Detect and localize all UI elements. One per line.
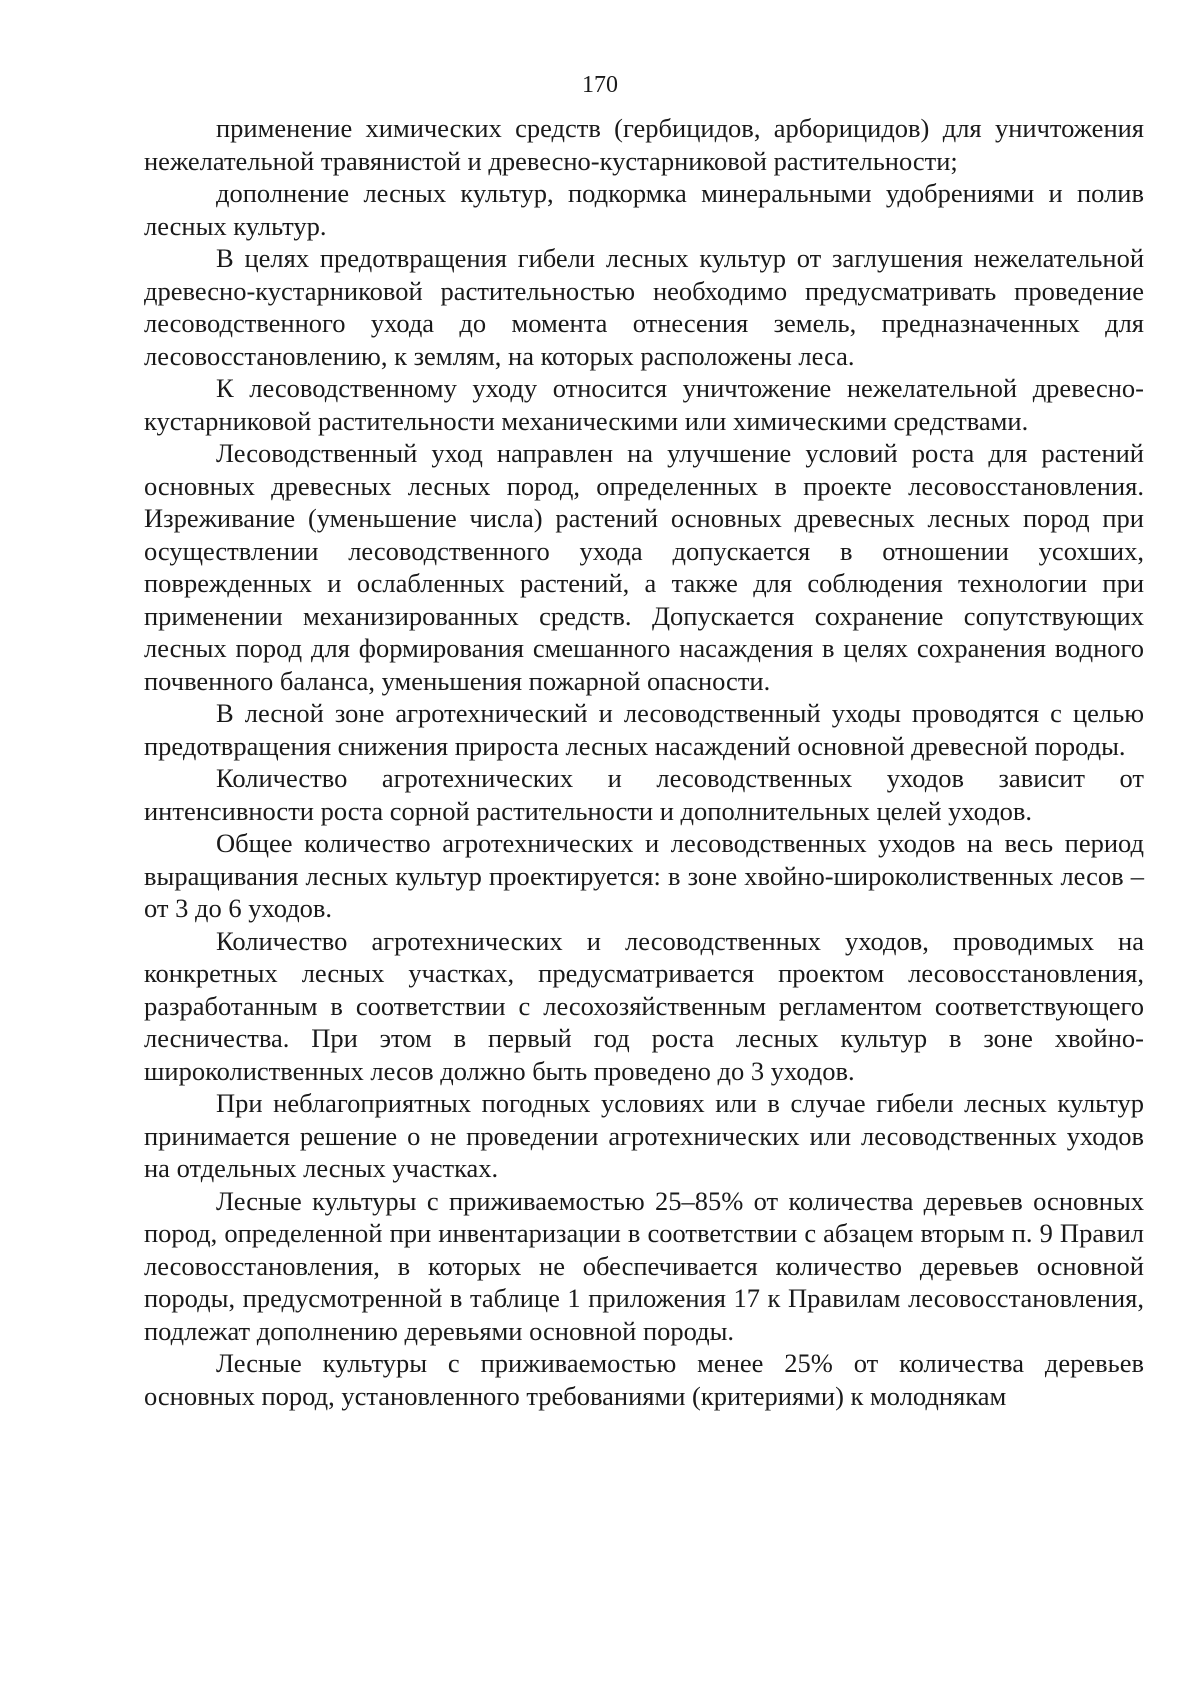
paragraph: Лесные культуры с приживаемостью менее 25% от количества деревьев основных пород, установленного требованиями (критериями) к молоднякам <box>144 1348 1144 1411</box>
paragraph: применение химических средств (гербицидов, арборицидов) для уничтожения нежелательной травянистой и древесно-кустарниковой растительности; <box>144 113 1144 176</box>
page-number: 170 <box>582 72 618 98</box>
paragraph: В целях предотвращения гибели лесных культур от заглушения нежелательной древесно-кустарниковой растительностью необходимо предусматривать проведение лесоводственного ухода до момента отнесения земель, предназначенных для лесовосстановлению, к землям, на которых расположены леса. <box>144 243 1144 371</box>
paragraph: Общее количество агротехнических и лесоводственных уходов на весь период выращивания лесных культур проектируется: в зоне хвойно-широколиственных лесов – от 3 до 6 уходов. <box>144 828 1144 923</box>
paragraph: Количество агротехнических и лесоводственных уходов зависит от интенсивности роста сорной растительности и дополнительных целей уходов. <box>144 763 1144 826</box>
paragraph: К лесоводственному уходу относится уничтожение нежелательной древесно-кустарниковой растительности механическими или химическими средствами. <box>144 373 1144 436</box>
paragraph: Количество агротехнических и лесоводственных уходов, проводимых на конкретных лесных участках, предусматривается проектом лесовосстановления, разработанным в соответствии с лесохозяйственным регламентом соответствующего лесничества. При этом в первый год роста лесных культур в зоне хвойно-широколиственных лесов должно быть проведено до 3 уходов. <box>144 925 1144 1086</box>
body-text <box>144 112 1144 1412</box>
paragraph: дополнение лесных культур, подкормка минеральными удобрениями и полив лесных культур. <box>144 178 1144 241</box>
paragraph: Лесные культуры с приживаемостью 25–85% от количества деревьев основных пород, определенной при инвентаризации в соответствии с абзацем вторым п. 9 Правил лесовосстановления, в которых не обеспечивается количество деревьев основной породы, предусмотренной в таблице 1 приложения 17 к Правилам лесовосстановления, подлежат дополнению деревьями основной породы. <box>144 1185 1144 1346</box>
paragraph: В лесной зоне агротехнический и лесоводственный уходы проводятся с целью предотвращения снижения прироста лесных насаждений основной древесной породы. <box>144 698 1144 761</box>
paragraph: При неблагоприятных погодных условиях или в случае гибели лесных культур принимается решение о не проведении агротехнических или лесоводственных уходов на отдельных лесных участках. <box>144 1088 1144 1183</box>
paragraph: Лесоводственный уход направлен на улучшение условий роста для растений основных древесных лесных пород, определенных в проекте лесовосстановления. Изреживание (уменьшение числа) растений основных древесных лесных пород при осуществлении лесоводственного ухода допускается в отношении усохших, поврежденных и ослабленных растений, а также для соблюдения технологии при применении механизированных средств. Допускается сохранение сопутствующих лесных пород для формирования смешанного насаждения в целях сохранения водного почвенного баланса, уменьшения пожарной опасности. <box>144 438 1144 696</box>
